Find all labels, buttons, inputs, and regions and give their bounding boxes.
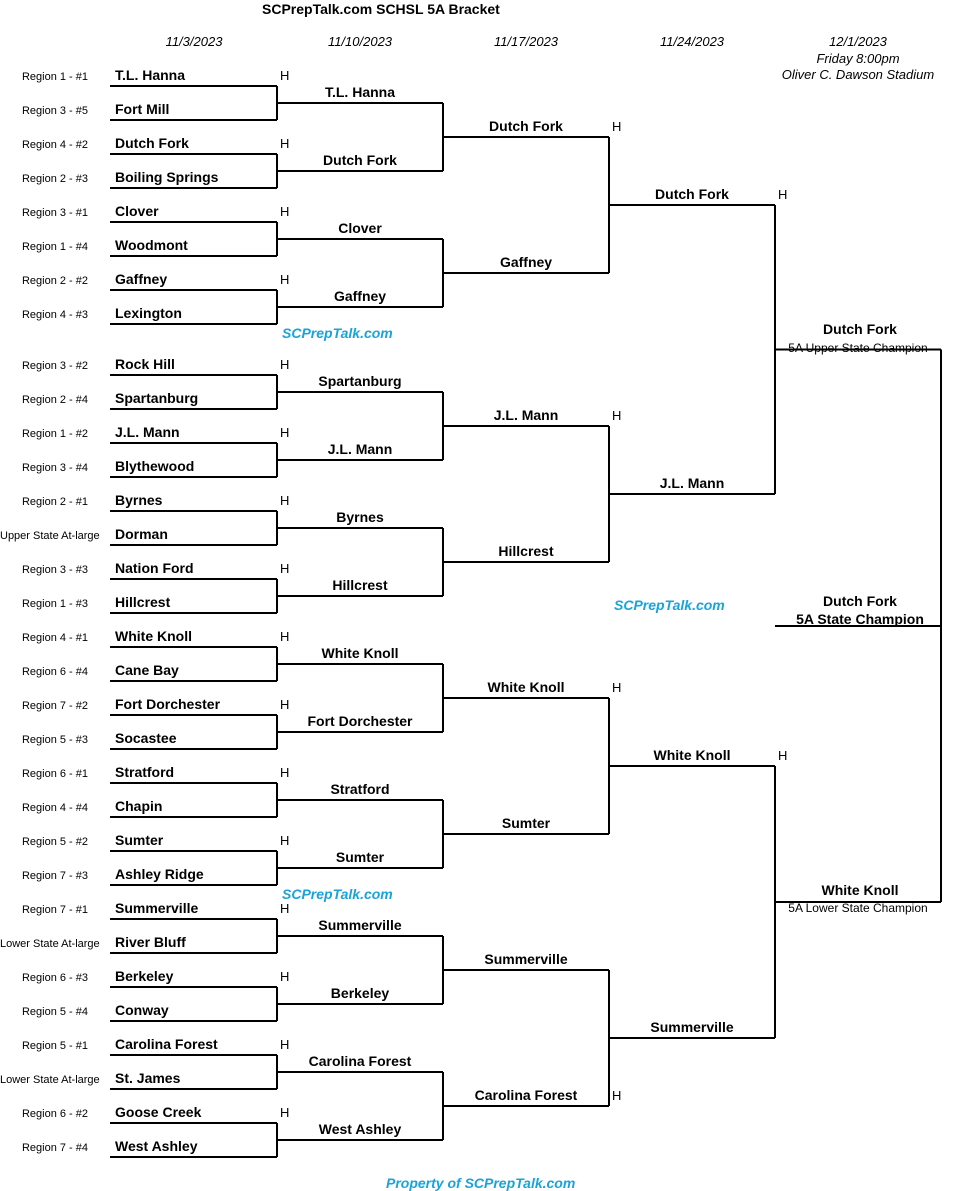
team-r1: Cane Bay	[115, 662, 179, 678]
team-r2: Summerville	[318, 917, 402, 933]
host-marker: H	[612, 1088, 622, 1103]
team-r1: River Bluff	[115, 934, 186, 950]
seed-label: Region 2 - #2	[21, 275, 88, 287]
date-round-1: 11/3/2023	[165, 34, 223, 49]
watermark-3: SCPrepTalk.com	[282, 886, 393, 902]
seed-label: Region 2 - #1	[21, 496, 88, 508]
host-marker: H	[280, 493, 290, 508]
team-r1: White Knoll	[115, 628, 192, 644]
page-title: SCPrepTalk.com SCHSL 5A Bracket	[262, 1, 500, 17]
team-r1: Carolina Forest	[115, 1036, 218, 1052]
seed-label: Region 7 - #1	[21, 904, 88, 916]
team-r1: Sumter	[115, 832, 164, 848]
team-r4: Dutch Fork	[655, 186, 729, 202]
team-r1: West Ashley	[115, 1138, 198, 1154]
team-r2: Berkeley	[330, 985, 390, 1001]
team-r2: Clover	[338, 220, 382, 236]
team-r2: Spartanburg	[318, 373, 402, 389]
team-r1: Blythewood	[115, 458, 195, 474]
seed-label: Upper State At-large	[0, 530, 100, 542]
date-round-4: 11/24/2023	[659, 34, 725, 49]
team-r3: Dutch Fork	[489, 118, 563, 134]
seed-label: Region 5 - #2	[21, 836, 88, 848]
seed-label: Region 2 - #3	[21, 173, 88, 185]
host-marker: H	[280, 272, 290, 287]
seed-label: Region 7 - #3	[21, 870, 88, 882]
seed-label: Region 4 - #4	[21, 802, 88, 814]
seed-label: Region 1 - #1	[21, 71, 88, 83]
state-champion-label: 5A State Champion	[796, 611, 924, 627]
host-marker: H	[280, 969, 290, 984]
date-round-2: 11/10/2023	[327, 34, 393, 49]
team-r2: Gaffney	[333, 288, 387, 304]
team-r1: Goose Creek	[115, 1104, 202, 1120]
team-r1: Gaffney	[115, 271, 168, 287]
team-r2: Dutch Fork	[323, 152, 397, 168]
host-marker: H	[280, 901, 290, 916]
team-r3: Summerville	[484, 951, 568, 967]
team-r1: Conway	[115, 1002, 169, 1018]
state-champion-team: Dutch Fork	[823, 593, 897, 609]
seed-label: Region 3 - #2	[21, 360, 88, 372]
seed-label: Region 1 - #2	[21, 428, 88, 440]
seed-label: Region 6 - #2	[21, 1108, 88, 1120]
team-r2: Stratford	[330, 781, 390, 797]
seed-label: Region 3 - #1	[21, 207, 88, 219]
team-r4: J.L. Mann	[659, 475, 725, 491]
seed-label: Region 3 - #5	[21, 105, 88, 117]
team-r1: Berkeley	[115, 968, 174, 984]
team-r3: Hillcrest	[498, 543, 554, 559]
seed-label: Region 1 - #4	[21, 241, 88, 253]
team-r1: Chapin	[115, 798, 163, 814]
host-marker: H	[612, 680, 622, 695]
seed-label: Region 2 - #4	[21, 394, 88, 406]
team-r1: Socastee	[115, 730, 177, 746]
team-r1: Nation Ford	[115, 560, 194, 576]
host-marker: H	[778, 748, 788, 763]
team-r1: Byrnes	[115, 492, 163, 508]
team-r4: Summerville	[650, 1019, 734, 1035]
seed-label: Lower State At-large	[0, 1074, 100, 1086]
team-r1: Woodmont	[115, 237, 188, 253]
team-r1: Dorman	[115, 526, 168, 542]
team-r2: Fort Dorchester	[307, 713, 413, 729]
seed-label: Region 7 - #4	[21, 1142, 88, 1154]
team-r2: Carolina Forest	[308, 1053, 412, 1069]
host-marker: H	[280, 629, 290, 644]
seed-label: Region 4 - #1	[21, 632, 88, 644]
host-marker: H	[280, 357, 290, 372]
lower-state-champion-label: 5A Lower State Champion	[788, 901, 928, 915]
host-marker: H	[280, 1105, 290, 1120]
host-marker: H	[280, 136, 290, 151]
team-r1: Boiling Springs	[115, 169, 219, 185]
team-r2: Hillcrest	[332, 577, 388, 593]
watermark-1: SCPrepTalk.com	[282, 325, 393, 341]
seed-label: Region 6 - #3	[21, 972, 88, 984]
seed-label: Region 5 - #4	[21, 1006, 88, 1018]
team-r2: Byrnes	[336, 509, 384, 525]
team-r1: Fort Dorchester	[115, 696, 221, 712]
team-r3: Gaffney	[499, 254, 553, 270]
seed-label: Region 3 - #4	[21, 462, 88, 474]
final-time: Friday 8:00pm	[816, 51, 900, 66]
team-r1: Fort Mill	[115, 101, 170, 117]
final-venue: Oliver C. Dawson Stadium	[781, 67, 935, 82]
team-r1: J.L. Mann	[115, 424, 180, 440]
host-marker: H	[280, 833, 290, 848]
seed-label: Region 7 - #2	[21, 700, 88, 712]
team-r4: White Knoll	[653, 747, 731, 763]
team-r3: J.L. Mann	[493, 407, 559, 423]
seed-label: Region 5 - #3	[21, 734, 88, 746]
upper-state-champion-team: Dutch Fork	[823, 321, 897, 337]
team-r2: J.L. Mann	[327, 441, 393, 457]
team-r2: White Knoll	[321, 645, 399, 661]
host-marker: H	[280, 561, 290, 576]
team-r1: Spartanburg	[115, 390, 199, 406]
team-r1: St. James	[115, 1070, 181, 1086]
team-r2: West Ashley	[318, 1121, 402, 1137]
team-r1: Stratford	[115, 764, 175, 780]
seed-label: Region 1 - #3	[21, 598, 88, 610]
seed-label: Lower State At-large	[0, 938, 100, 950]
team-r1: Lexington	[115, 305, 182, 321]
team-r1: Rock Hill	[115, 356, 175, 372]
host-marker: H	[280, 68, 290, 83]
team-r3: Sumter	[501, 815, 551, 831]
team-r1: T.L. Hanna	[115, 67, 186, 83]
upper-state-champion-label: 5A Upper State Champion	[788, 341, 928, 355]
seed-label: Region 3 - #3	[21, 564, 88, 576]
date-round-3: 11/17/2023	[493, 34, 559, 49]
seed-label: Region 6 - #4	[21, 666, 88, 678]
host-marker: H	[612, 119, 622, 134]
watermark-2: SCPrepTalk.com	[614, 597, 725, 613]
team-r1: Dutch Fork	[115, 135, 189, 151]
footer-property: Property of SCPrepTalk.com	[386, 1175, 576, 1191]
host-marker: H	[612, 408, 622, 423]
team-r1: Clover	[115, 203, 159, 219]
lower-state-champion-team: White Knoll	[821, 882, 899, 898]
date-final: 12/1/2023	[829, 34, 887, 49]
team-r2: T.L. Hanna	[324, 84, 395, 100]
host-marker: H	[280, 425, 290, 440]
host-marker: H	[778, 187, 788, 202]
team-r1: Summerville	[115, 900, 199, 916]
seed-label: Region 6 - #1	[21, 768, 88, 780]
team-r2: Sumter	[335, 849, 385, 865]
host-marker: H	[280, 697, 290, 712]
team-r3: White Knoll	[487, 679, 565, 695]
team-r3: Carolina Forest	[474, 1087, 578, 1103]
host-marker: H	[280, 204, 290, 219]
team-r1: Ashley Ridge	[115, 866, 204, 882]
seed-label: Region 4 - #2	[21, 139, 88, 151]
host-marker: H	[280, 1037, 290, 1052]
team-r1: Hillcrest	[115, 594, 171, 610]
seed-label: Region 4 - #3	[21, 309, 88, 321]
host-marker: H	[280, 765, 290, 780]
seed-label: Region 5 - #1	[21, 1040, 88, 1052]
